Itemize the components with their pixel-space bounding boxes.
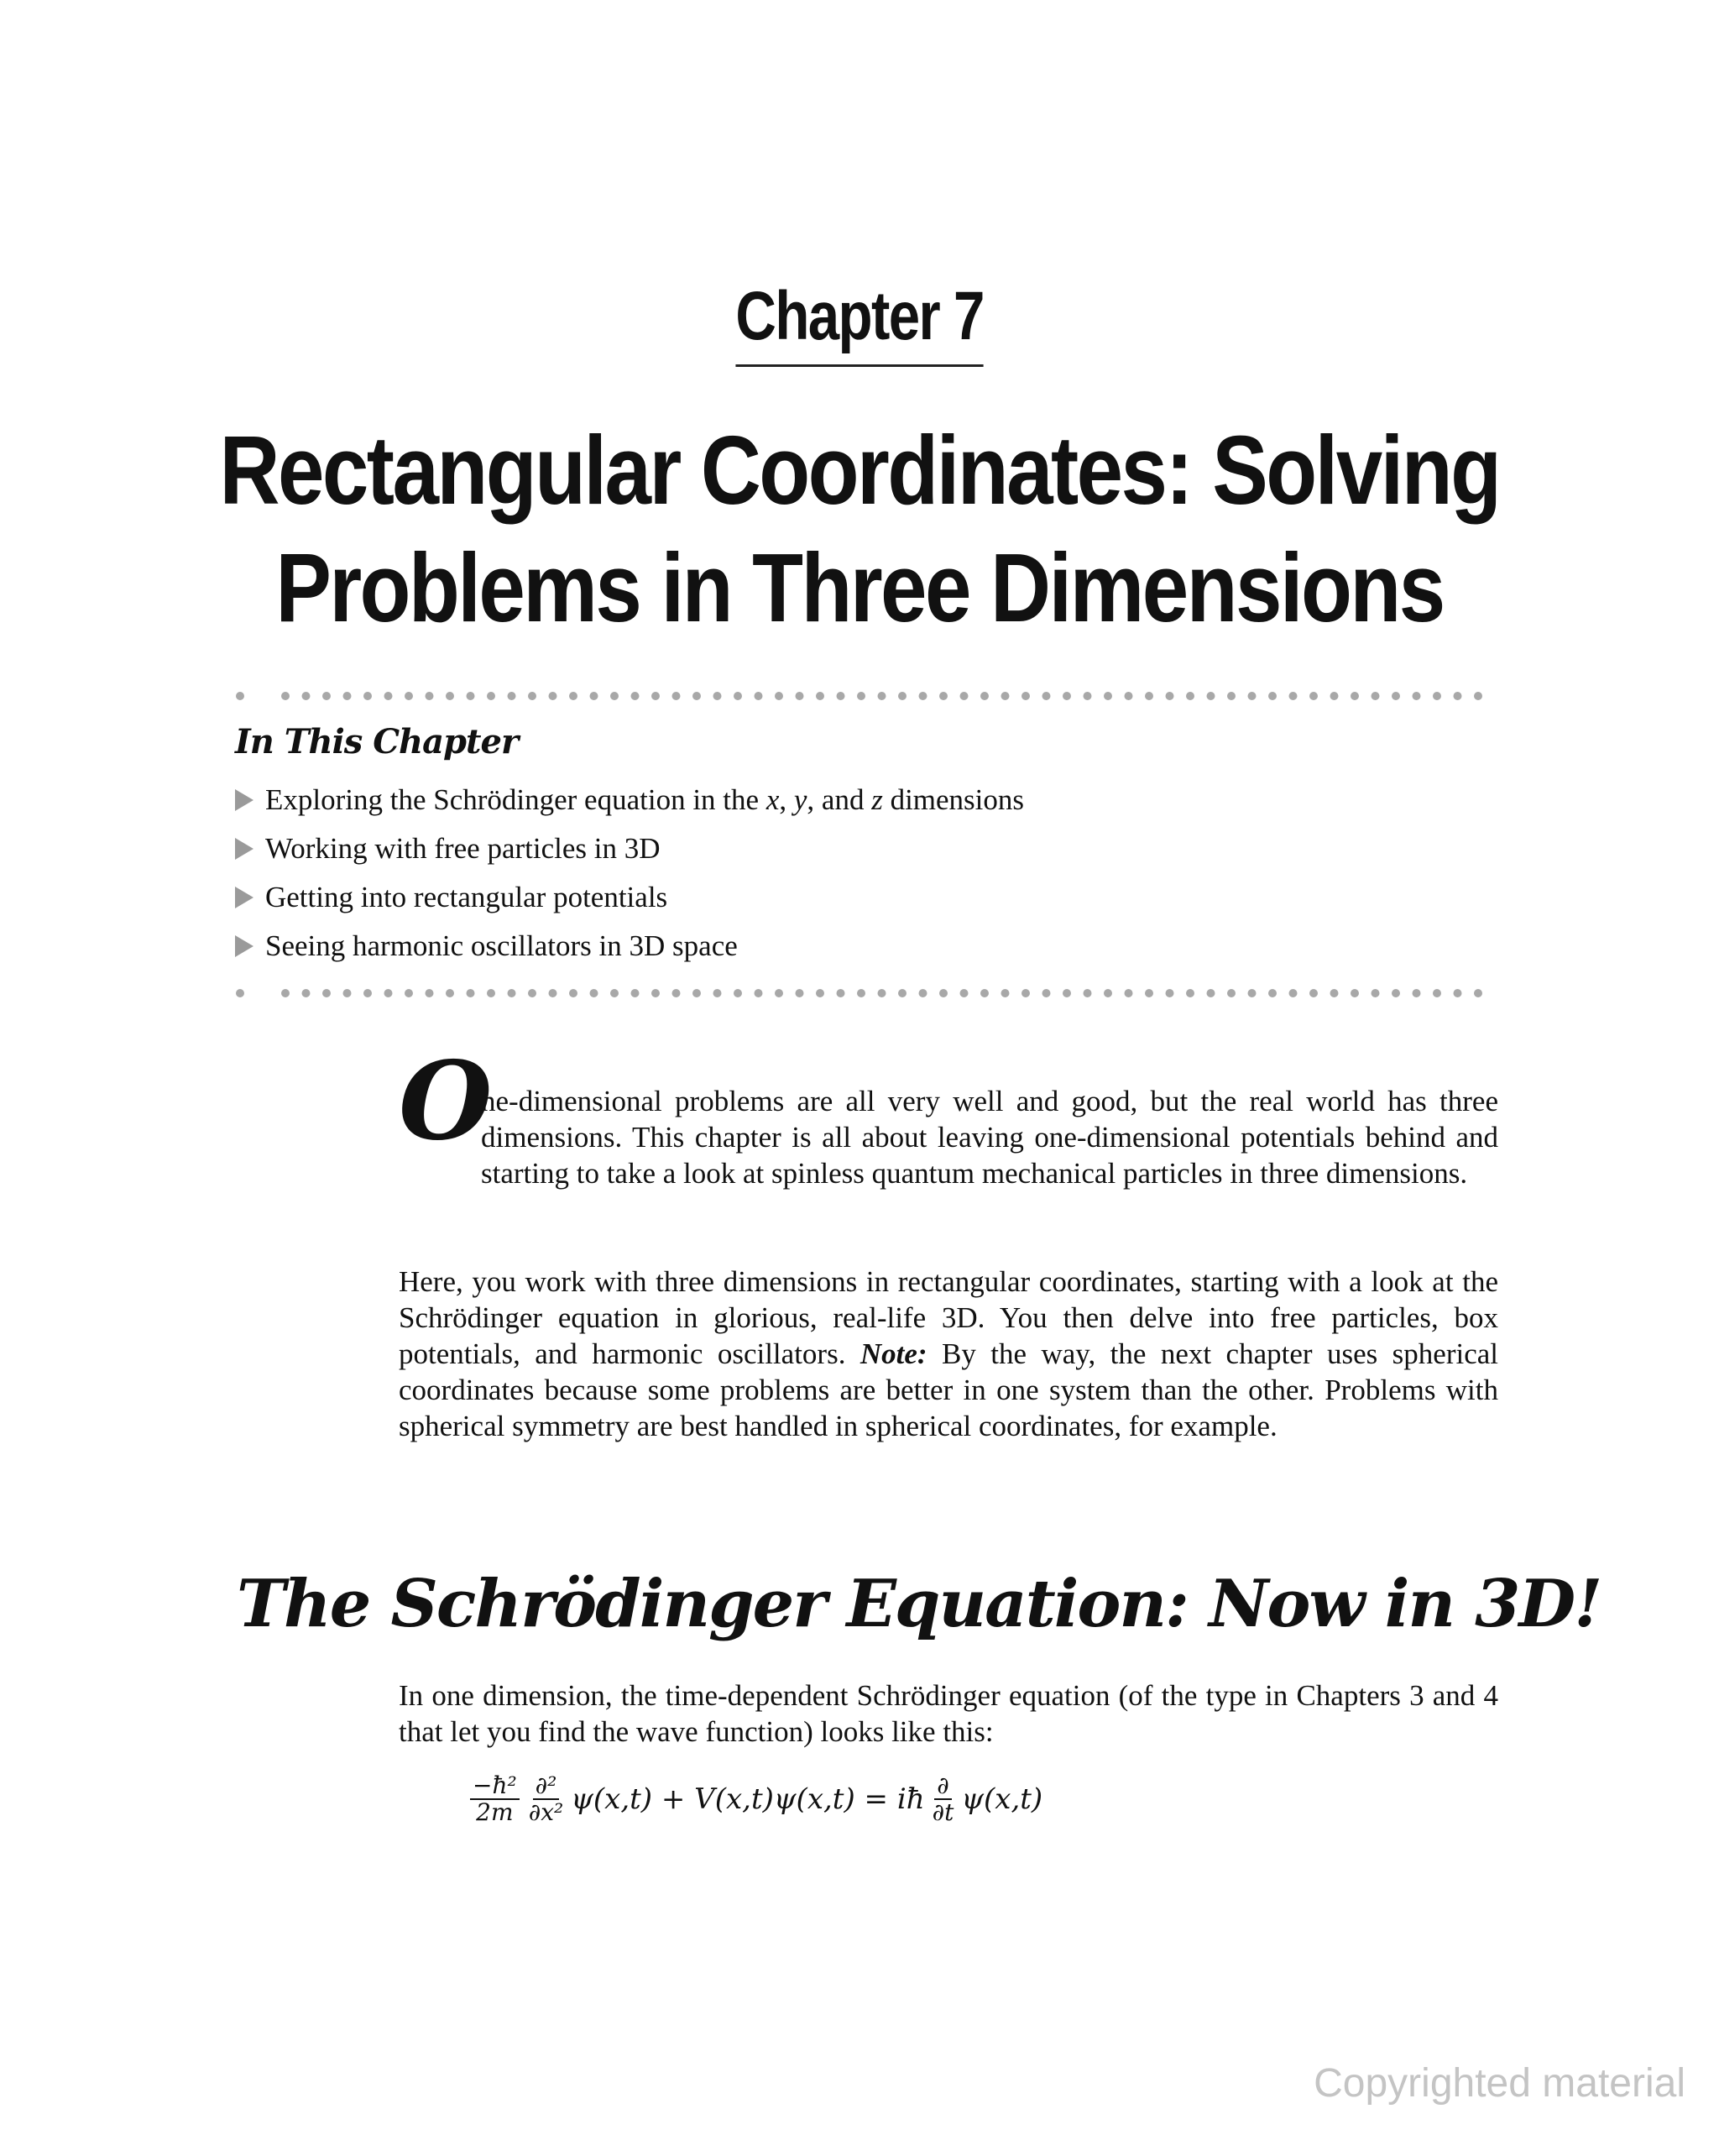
rule-dot [610,692,619,700]
rule-dot [775,989,783,997]
fraction-numerator: ∂ [934,1773,951,1800]
fraction-numerator: −ħ² [470,1773,520,1800]
rule-dot [1145,692,1153,700]
equation-fraction-1 [470,1773,520,1825]
rule-dot [960,989,969,997]
chapter-number: Chapter 7 [735,277,983,367]
rule-dot [734,989,742,997]
triangle-bullet-icon [235,935,253,957]
equation-middle: ψ(x,t) + V(x,t)ψ(x,t) = iħ [571,1782,925,1816]
triangle-bullet-icon [235,789,253,811]
triangle-bullet-icon [235,838,253,860]
fraction-numerator: ∂² [533,1773,560,1800]
rule-dot [692,692,701,700]
rule-dot [919,989,927,997]
rule-dot [363,989,372,997]
bullet-text: Getting into rectangular potentials [265,881,668,913]
rule-dot [1084,989,1092,997]
rule-dot [528,692,536,700]
rule-dot [1330,692,1339,700]
fraction-denominator: 2m [476,1798,514,1826]
rule-dot [1227,692,1236,700]
rule-dot [672,989,681,997]
rule-dot [487,989,495,997]
rule-dot [816,692,824,700]
equation-fraction-2 [526,1773,567,1825]
rule-dot [672,692,681,700]
rule-dot [1063,989,1071,997]
rule-dot [713,692,722,700]
rule-dot [651,989,660,997]
para2-text-end: By the way, the next chapter uses spherical coordinates because some problems are better in one system than the other. Problems with spherical symmetry are best handled in spherical coordinates, for example. [399,1337,1499,1442]
intro-paragraph-1 [399,1083,1498,1191]
rule-dot [1021,692,1030,700]
rule-dot [1104,692,1112,700]
rule-dot [1413,692,1421,700]
rule-dot [692,989,701,997]
rule-dot [837,989,845,997]
rule-dot [713,989,722,997]
rule-dot [1372,692,1380,700]
rule-dot [857,989,865,997]
rule-dot [405,989,413,997]
rule-dot [919,692,927,700]
rule-dot [384,989,393,997]
rule-dot [549,692,557,700]
drop-cap: O [399,1039,493,1164]
rule-dot [610,989,619,997]
rule-dot [1433,989,1441,997]
rule-dot [1248,989,1257,997]
rule-dot [1392,989,1400,997]
rule-dot [487,692,495,700]
rule-dot [755,692,763,700]
rule-dot [1351,989,1359,997]
dotted-rule-graphic [235,690,1494,702]
intro-paragraph-1-text: ne-dimensional problems are all very well and good, but the real world has three dimensions. This chapter is all about leaving one-dimensional potentials behind and starting to take a look at spinless quantum mechanical particles in three dimensions. [481,1085,1498,1190]
note-label: Note: [860,1337,927,1370]
rule-dot [1351,692,1359,700]
chapter-label [0,277,1719,367]
rule-dot [980,989,989,997]
fraction-denominator: ∂x² [528,1798,564,1826]
list-item [235,776,1024,824]
rule-dot [1454,989,1462,997]
rule-dot [1268,989,1277,997]
rule-dot [878,692,886,700]
chapter-title-line-1: Rectangular Coordinates: Solving [219,416,1500,525]
rule-dot [1001,989,1010,997]
rule-dot [796,692,804,700]
rule-dot [1309,989,1318,997]
chapter-title-line-2: Problems in Three Dimensions [275,533,1444,642]
rule-dot [590,692,598,700]
rule-dot [467,989,475,997]
rule-dot [980,692,989,700]
fraction-denominator: ∂t [932,1798,954,1826]
rule-dot [1125,692,1133,700]
rule-dot [775,692,783,700]
rule-dot [1268,692,1277,700]
rule-dot [755,989,763,997]
rule-dot [651,692,660,700]
rule-dot [302,989,311,997]
rule-dot [363,692,372,700]
rule-dot [343,989,352,997]
rule-dot [1289,989,1298,997]
rule-dot [405,692,413,700]
section-paragraph: In one dimension, the time-dependent Schrödinger equation (of the type in Chapters 3 and 4 that let you find the wave function) looks like this: [399,1679,1498,1748]
rule-dot [508,989,516,997]
rule-dot [1474,692,1482,700]
chapter-topics-list [235,776,1024,971]
rule-dot [1392,692,1400,700]
bullet-text: Working with free particles in 3D [265,832,661,865]
rule-dot [1474,989,1482,997]
rule-dot [236,989,244,997]
rule-dot [1207,989,1215,997]
rule-dot [1125,989,1133,997]
rule-dot [549,989,557,997]
bullet-text: Exploring the Schrödinger equation in the x, y, and z dimensions [265,783,1025,816]
rule-dot [1042,989,1051,997]
rule-dot [631,692,640,700]
rule-dot [878,989,886,997]
rule-dot [281,692,290,700]
rule-dot [446,989,454,997]
rule-dot [1021,989,1030,997]
dotted-divider-top [235,690,1494,702]
rule-dot [837,692,845,700]
rule-dot [1166,692,1174,700]
rule-dot [939,989,948,997]
rule-dot [939,692,948,700]
rule-dot [446,692,454,700]
section-heading: The Schrödinger Equation: Now in 3D! [237,1566,1601,1642]
schrodinger-equation-1d [467,1773,1044,1825]
rule-dot [1289,692,1298,700]
rule-dot [1084,692,1092,700]
rule-dot [508,692,516,700]
rule-dot [796,989,804,997]
intro-paragraph-2 [399,1264,1498,1444]
rule-dot [384,692,393,700]
rule-dot [1104,989,1112,997]
para2-text-start: Here, you work with three dimensions in rectangular coordinates, starting with a look at the Schrödinger equation in glorious, real-life 3D. You then delve into free particles, box potentials, and harmonic oscillators. [399,1265,1498,1370]
rule-dot [816,989,824,997]
rule-dot [1227,989,1236,997]
rule-dot [1433,692,1441,700]
chapter-title [0,411,1719,646]
dotted-rule-graphic [235,987,1494,999]
equation-tail: ψ(x,t) [961,1782,1043,1816]
rule-dot [426,692,434,700]
rule-dot [1330,989,1339,997]
rule-dot [1145,989,1153,997]
rule-dot [1309,692,1318,700]
triangle-bullet-icon [235,887,253,908]
rule-dot [322,692,331,700]
rule-dot [590,989,598,997]
rule-dot [734,692,742,700]
copyright-watermark: Copyrighted material [1314,2061,1685,2106]
list-item [235,824,1024,873]
rule-dot [1186,692,1194,700]
rule-dot [467,692,475,700]
rule-dot [1248,692,1257,700]
rule-dot [1207,692,1215,700]
rule-dot [631,989,640,997]
rule-dot [1063,692,1071,700]
rule-dot [857,692,865,700]
rule-dot [898,692,907,700]
rule-dot [343,692,352,700]
bullet-text: Seeing harmonic oscillators in 3D space [265,929,738,962]
list-item [235,922,1024,971]
rule-dot [426,989,434,997]
rule-dot [1413,989,1421,997]
rule-dot [1042,692,1051,700]
rule-dot [569,692,577,700]
dotted-divider-bottom [235,987,1494,999]
rule-dot [281,989,290,997]
rule-dot [528,989,536,997]
rule-dot [1001,692,1010,700]
rule-dot [898,989,907,997]
rule-dot [1166,989,1174,997]
rule-dot [322,989,331,997]
rule-dot [236,692,244,700]
in-this-chapter-heading: In This Chapter [235,722,519,761]
equation-fraction-3 [930,1773,957,1825]
rule-dot [1454,692,1462,700]
rule-dot [302,692,311,700]
rule-dot [960,692,969,700]
rule-dot [569,989,577,997]
list-item [235,873,1024,922]
rule-dot [1372,989,1380,997]
rule-dot [1186,989,1194,997]
